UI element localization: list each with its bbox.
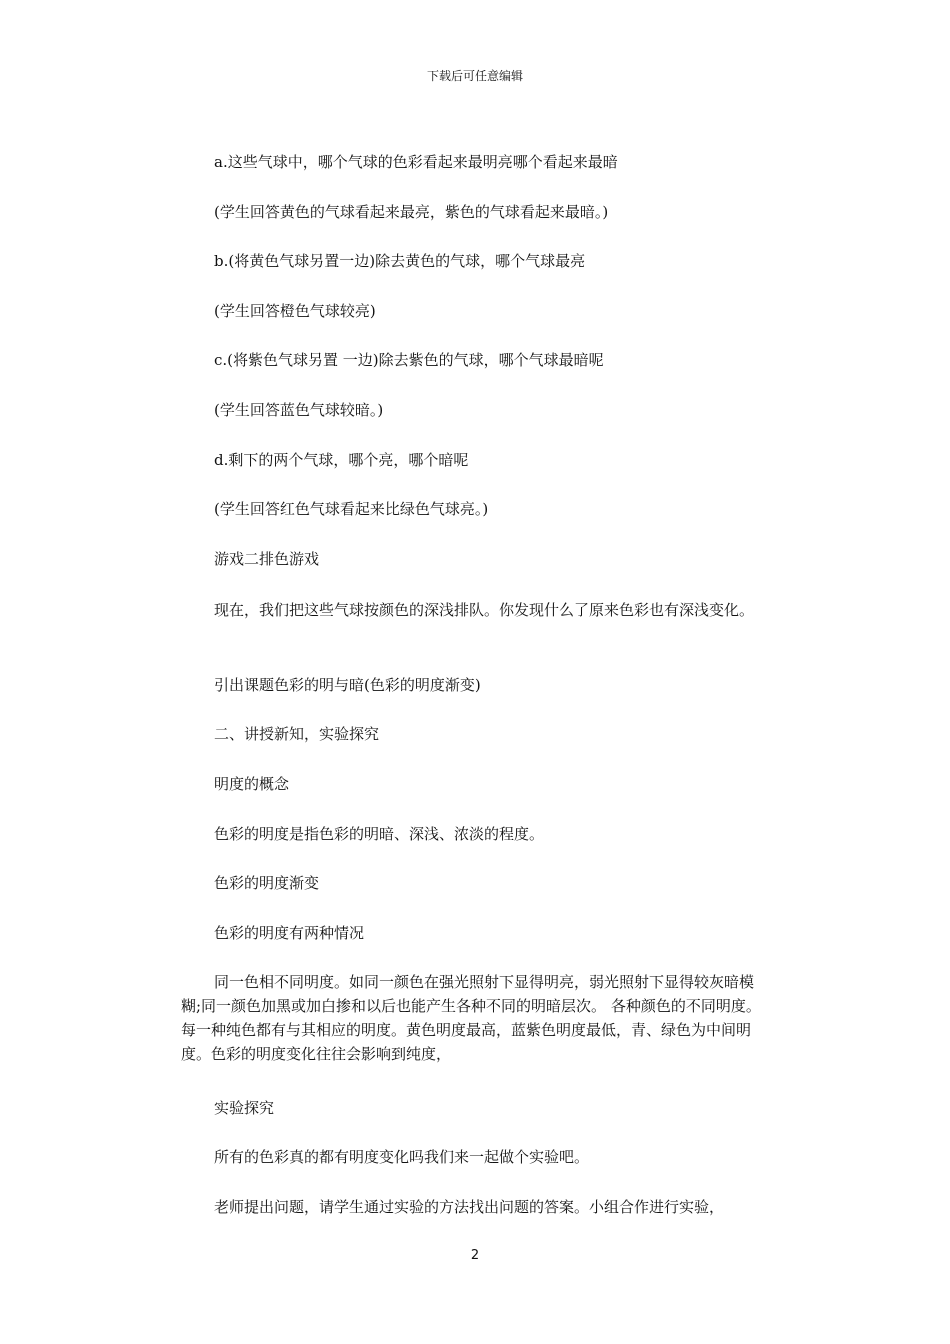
paragraph-answer-b: (学生回答橙色气球较亮) [214, 302, 376, 320]
paragraph-question-b: b.(将黄色气球另置一边)除去黄色的气球，哪个气球最亮 [214, 252, 586, 270]
paragraph-question-c: c.(将紫色气球另置 一边)除去紫色的气球，哪个气球最暗呢 [214, 351, 604, 369]
paragraph-answer-d: (学生回答红色气球看起来比绿色气球亮。) [214, 500, 489, 518]
paragraph-topic: 引出课题色彩的明与暗(色彩的明度渐变) [214, 676, 481, 694]
paragraph-brightness-concept: 明度的概念 [214, 775, 290, 793]
paragraph-game-two: 游戏二排色游戏 [214, 550, 320, 568]
paragraph-cases-detail: 同一色相不同明度。如同一颜色在强光照射下显得明亮，弱光照射下显得较灰暗模糊;同一颜色加黑或加白掺和以后也能产生各种不同的明暗层次。 各种颜色的不同明度。每一种纯色都有与其相应的明度。黄色明度最高，蓝紫色明度最低，青、绿色为中间明度。色彩的明度变化往往会影响到纯度， [181, 973, 761, 1063]
paragraph-sorting: 现在，我们把这些气球按颜色的深浅排队。你发现什么了原来色彩也有深浅变化。 [214, 601, 755, 619]
paragraph-question-a: a.这些气球中，哪个气球的色彩看起来最明亮哪个看起来最暗 [214, 153, 618, 171]
paragraph-brightness-definition: 色彩的明度是指色彩的明暗、深浅、浓淡的程度。 [214, 825, 545, 843]
page-header: 下载后可任意编辑 [426, 69, 523, 83]
paragraph-question-d: d.剩下的两个气球，哪个亮，哪个暗呢 [214, 451, 469, 469]
paragraph-answer-c: (学生回答蓝色气球较暗。) [214, 401, 384, 419]
page-number: 2 [470, 1248, 480, 1263]
paragraph-teacher-question: 老师提出问题，请学生通过实验的方法找出问题的答案。小组合作进行实验， [214, 1198, 725, 1216]
paragraph-experiment: 实验探究 [214, 1099, 275, 1117]
section-heading-two: 二、讲授新知，实验探究 [214, 725, 380, 743]
paragraph-answer-a: (学生回答黄色的气球看起来最亮，紫色的气球看起来最暗。) [214, 203, 609, 221]
paragraph-two-cases: 色彩的明度有两种情况 [214, 924, 365, 942]
paragraph-brightness-gradient: 色彩的明度渐变 [214, 874, 320, 892]
paragraph-all-colors: 所有的色彩真的都有明度变化吗我们来一起做个实验吧。 [214, 1148, 590, 1166]
